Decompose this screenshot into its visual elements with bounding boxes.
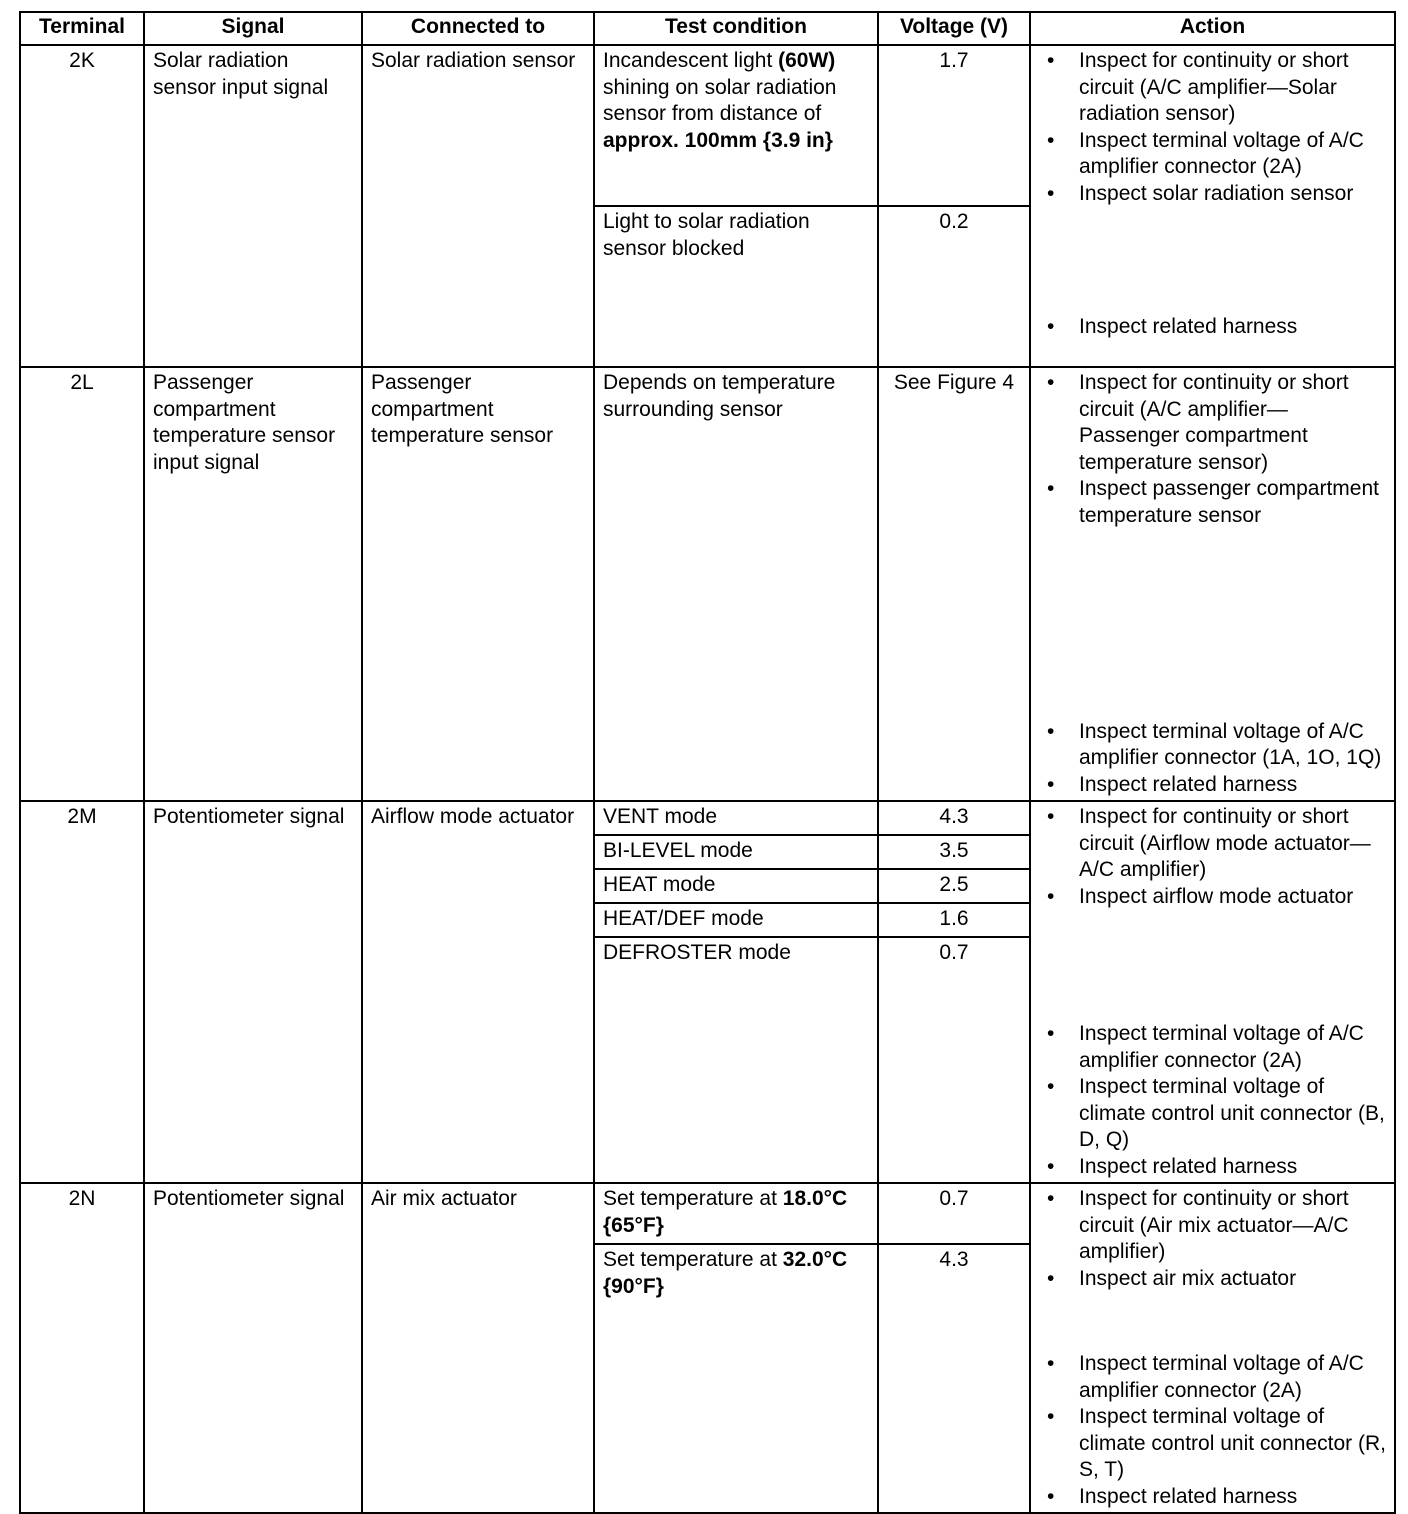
- connected-to-cell: Passenger compartment temperature sensor: [362, 367, 594, 801]
- voltage-cell: 0.7: [878, 1183, 1030, 1244]
- terminal-cell: 2N: [20, 1183, 144, 1513]
- action-item: • Inspect for continuity or short circuit (A/C amplifier—Solar radiation sensor): [1039, 48, 1386, 128]
- action-item: • Inspect terminal voltage of A/C amplifier connector (2A): [1039, 128, 1386, 181]
- voltage-cell: 4.3: [878, 1244, 1030, 1513]
- action-cell: [1030, 801, 1395, 1183]
- header-connected-to: Connected to: [362, 12, 594, 45]
- voltage-cell: 3.5: [878, 835, 1030, 869]
- action-item: • Inspect related harness: [1039, 1484, 1386, 1511]
- action-item: • Inspect for continuity or short circuit (A/C amplifier—Passenger compartment temperature sensor): [1039, 370, 1386, 476]
- test-condition-cell: HEAT mode: [594, 869, 878, 903]
- action-item: • Inspect related harness: [1039, 1154, 1386, 1181]
- action-item: • Inspect related harness: [1039, 772, 1386, 799]
- signal-cell: Potentiometer signal: [144, 1183, 362, 1513]
- connected-to-cell: Air mix actuator: [362, 1183, 594, 1513]
- voltage-cell: 2.5: [878, 869, 1030, 903]
- header-test-condition: Test condition: [594, 12, 878, 45]
- test-condition-cell: BI-LEVEL mode: [594, 835, 878, 869]
- test-condition-cell: Depends on temperature surrounding sensor: [594, 367, 878, 801]
- action-item: • Inspect air mix actuator: [1039, 1266, 1386, 1293]
- action-item: • Inspect for continuity or short circuit (Airflow mode actuator—A/C amplifier): [1039, 804, 1386, 884]
- terminal-cell: 2L: [20, 367, 144, 801]
- action-item: • Inspect terminal voltage of A/C amplifier connector (2A): [1039, 1021, 1386, 1074]
- action-cell: [1030, 45, 1395, 367]
- action-item: • Inspect terminal voltage of A/C amplifier connector (2A): [1039, 1351, 1386, 1404]
- action-item: • Inspect terminal voltage of climate control unit connector (B, D, Q): [1039, 1074, 1386, 1154]
- voltage-cell: 0.7: [878, 937, 1030, 1183]
- action-item: • Inspect terminal voltage of climate control unit connector (R, S, T): [1039, 1404, 1386, 1484]
- signal-cell: Potentiometer signal: [144, 801, 362, 1183]
- terminal-cell: 2M: [20, 801, 144, 1183]
- voltage-cell: 1.7: [878, 45, 1030, 206]
- header-action: Action: [1030, 12, 1395, 45]
- voltage-cell: 0.2: [878, 206, 1030, 367]
- header-row: [20, 12, 1395, 45]
- connected-to-cell: Airflow mode actuator: [362, 801, 594, 1183]
- action-item: • Inspect for continuity or short circuit (Air mix actuator—A/C amplifier): [1039, 1186, 1386, 1266]
- test-condition-cell: Light to solar radiation sensor blocked: [594, 206, 878, 367]
- action-item: • Inspect solar radiation sensor: [1039, 181, 1386, 208]
- voltage-cell: See Figure 4: [878, 367, 1030, 801]
- signal-cell: Solar radiation sensor input signal: [144, 45, 362, 367]
- header-terminal: Terminal: [20, 12, 144, 45]
- header-signal: Signal: [144, 12, 362, 45]
- table-row-2k: [20, 45, 1395, 206]
- action-cell: [1030, 367, 1395, 801]
- test-condition-cell: VENT mode: [594, 801, 878, 835]
- terminal-spec-table: [19, 11, 1396, 1514]
- table-row-2l: [20, 367, 1395, 801]
- action-item: • Inspect terminal voltage of A/C amplifier connector (1A, 1O, 1Q): [1039, 719, 1386, 772]
- action-cell: [1030, 1183, 1395, 1513]
- test-condition-cell: Incandescent light (60W) shining on solar radiation sensor from distance of approx. 100mm {3.9 in}: [594, 45, 878, 206]
- voltage-cell: 1.6: [878, 903, 1030, 937]
- test-condition-cell: Set temperature at 32.0°C {90°F}: [594, 1244, 878, 1513]
- test-condition-cell: DEFROSTER mode: [594, 937, 878, 1183]
- table-row-2m: [20, 801, 1395, 835]
- action-item: • Inspect passenger compartment temperature sensor: [1039, 476, 1386, 529]
- test-condition-cell: HEAT/DEF mode: [594, 903, 878, 937]
- signal-cell: Passenger compartment temperature sensor input signal: [144, 367, 362, 801]
- action-item: • Inspect related harness: [1039, 314, 1386, 341]
- table-row-2n: [20, 1183, 1395, 1244]
- voltage-cell: 4.3: [878, 801, 1030, 835]
- connected-to-cell: Solar radiation sensor: [362, 45, 594, 367]
- terminal-cell: 2K: [20, 45, 144, 367]
- action-item: • Inspect airflow mode actuator: [1039, 884, 1386, 911]
- header-voltage: Voltage (V): [878, 12, 1030, 45]
- test-condition-cell: Set temperature at 18.0°C {65°F}: [594, 1183, 878, 1244]
